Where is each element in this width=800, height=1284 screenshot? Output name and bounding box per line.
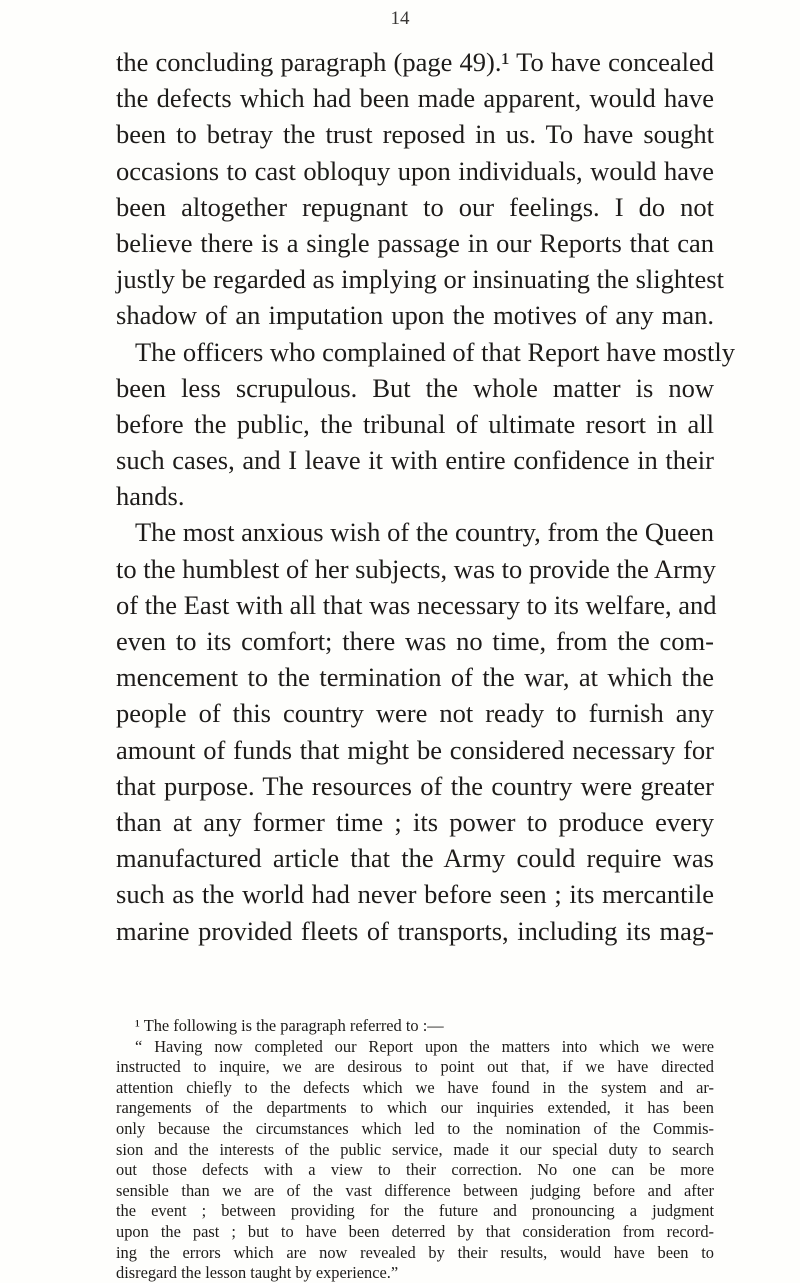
body-line: been altogether repugnant to our feelings. I do not xyxy=(116,191,714,222)
body-line: believe there is a single passage in our Reports that can xyxy=(116,227,714,258)
page-number: 14 xyxy=(390,8,410,29)
body-line: amount of funds that might be considered necessary for xyxy=(116,734,714,765)
body-line: to the humblest of her subjects, was to provide the Army xyxy=(116,553,716,584)
footnote-line: out those defects with a view to their correction. No one can be more xyxy=(116,1160,714,1180)
body-line: such as the world had never before seen ; its mercantile xyxy=(116,879,714,910)
body-line: the defects which had been made apparent, would have xyxy=(116,83,714,114)
footnote-line: only because the circumstances which led to the nomination of the Commis- xyxy=(116,1118,714,1138)
footnote-line: attention chiefly to the defects which we have found in the system and ar- xyxy=(116,1077,714,1097)
footnote xyxy=(116,1016,714,1284)
body-line: than at any former time ; its power to produce every xyxy=(116,806,714,837)
body-line: The officers who complained of that Report have mostly xyxy=(135,336,736,367)
footnote-line: “ Having now completed our Report upon the matters into which we were xyxy=(135,1036,714,1056)
body-line: such cases, and I leave it with entire confidence in their xyxy=(116,445,714,476)
footnote-line: sion and the interests of the public service, made it our special duty to search xyxy=(116,1139,714,1159)
body-line: hands. xyxy=(116,481,185,512)
footnote-line: ing the errors which are now revealed by their results, would have been to xyxy=(116,1242,714,1262)
body-line: shadow of an imputation upon the motives of any man. xyxy=(116,300,714,331)
body-line: of the East with all that was necessary to its welfare, and xyxy=(116,589,717,620)
footnote-line: instructed to inquire, we are desirous to point out that, if we have directed xyxy=(116,1057,714,1077)
body-line: been to betray the trust reposed in us. To have sought xyxy=(116,119,714,150)
footnote-line: ¹ The following is the paragraph referred to :— xyxy=(135,1016,444,1035)
body-line: before the public, the tribunal of ultimate resort in all xyxy=(116,408,714,439)
body-line: the concluding paragraph (page 49).¹ To have concealed xyxy=(116,47,714,77)
body-line: people of this country were not ready to furnish any xyxy=(116,698,714,729)
footnote-line: the event ; between providing for the future and pronouncing a judgment xyxy=(116,1201,714,1221)
body-line: occasions to cast obloquy upon individuals, would have xyxy=(116,155,714,186)
body-line: marine provided fleets of transports, including its mag- xyxy=(116,915,714,946)
footnote-line: upon the past ; but to have been deterred by that consideration from record- xyxy=(116,1221,714,1241)
body-text xyxy=(116,44,736,949)
footnote-line: rangements of the departments to which our inquiries extended, it has been xyxy=(116,1098,714,1118)
footnote-line: sensible than we are of the vast difference between judging before and after xyxy=(116,1180,714,1200)
footnote-line: disregard the lesson taught by experience.” xyxy=(116,1263,399,1283)
body-line: that purpose. The resources of the country were greater xyxy=(116,770,714,801)
body-line: justly be regarded as implying or insinuating the slightest xyxy=(116,264,724,295)
body-line: The most anxious wish of the country, from the Queen xyxy=(135,517,714,548)
body-line: even to its comfort; there was no time, from the com- xyxy=(116,626,714,656)
body-line: been less scrupulous. But the whole matter is now xyxy=(116,372,714,403)
body-line: manufactured article that the Army could require was xyxy=(116,843,714,874)
body-line: mencement to the termination of the war, at which the xyxy=(116,662,714,693)
